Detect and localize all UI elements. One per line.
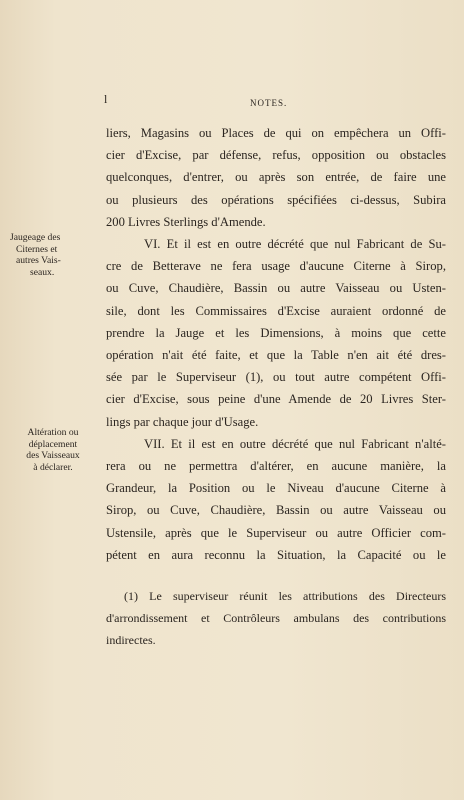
- section-vi-start: VI. Et il est en outre décrété que nul Fabricant de Su-: [144, 237, 446, 252]
- text-line: ou Cuve, Chaudière, Bassin ou autre Vaisseau ou Usten-: [106, 281, 446, 296]
- text-line: prendre la Jauge et les Dimensions, à moins que cette: [106, 325, 446, 340]
- margin-note-line: déplacement: [28, 438, 78, 450]
- footnote-line: d'arrondissement et Contrôleurs ambulans des contributions: [106, 611, 446, 625]
- text-line: quelconques, d'entrer, ou après son entrée, de faire une: [106, 170, 446, 185]
- footnote-line: indirectes.: [106, 633, 156, 647]
- margin-note-line: autres Vais-: [16, 255, 61, 267]
- text-line: Grandeur, la Position ou le Niveau d'aucune Citerne à: [106, 481, 446, 496]
- text-line: cre de Betterave ne fera usage d'aucune Citerne à Sirop,: [106, 259, 446, 274]
- text-line: sile, dont les Commissaires d'Excise auraient ordonné de: [106, 303, 446, 318]
- text-line: lings par chaque jour d'Usage.: [106, 414, 259, 429]
- margin-note-jaugeage: [10, 232, 98, 278]
- margin-note-line: seaux.: [30, 266, 55, 278]
- text-line: sée par le Superviseur (1), ou tout autre compétent Offi-: [106, 370, 446, 385]
- section-vii-start: VII. Et il est en outre décrété que nul Fabricant n'alté-: [144, 436, 446, 451]
- footnote-line: (1) Le superviseur réunit les attributions des Directeurs: [124, 589, 446, 603]
- main-text: [106, 122, 446, 566]
- text-line: liers, Magasins ou Places de qui on empêchera un Offi-: [106, 126, 446, 140]
- margin-note-line: à déclarer.: [33, 461, 73, 473]
- text-line: cier d'Excise, par défense, refus, opposition ou obstacles: [106, 148, 446, 163]
- text-line: Sirop, ou Cuve, Chaudière, Bassin ou autre Vaisseau ou: [106, 503, 446, 518]
- text-line: pétent en aura reconnu la Situation, la Capacité ou le: [106, 547, 446, 562]
- text-line: rera ou ne permettra d'altérer, en aucune manière, la: [106, 459, 446, 474]
- footnote: [106, 585, 446, 651]
- page-folio: l: [104, 92, 108, 106]
- text-line: 200 Livres Sterlings d'Amende.: [106, 214, 266, 229]
- margin-note-line: des Vaisseaux: [26, 450, 80, 462]
- text-line: ou plusieurs des opérations spécifiées ci-dessus, Subira: [106, 192, 446, 207]
- margin-note-line: Altération ou: [27, 427, 79, 438]
- text-line: cier d'Excise, sous peine d'une Amende de 20 Livres Ster-: [106, 392, 446, 407]
- margin-note-line: Jaugeage des: [10, 232, 61, 243]
- text-line: Ustensile, après que le Superviseur ou autre Officier com-: [106, 525, 446, 540]
- text-line: opération n'ait été faite, et que la Table n'en ait été dres-: [106, 348, 446, 363]
- margin-note-line: Citernes et: [16, 243, 58, 255]
- margin-note-alteration: [10, 427, 96, 473]
- running-head: NOTES.: [250, 98, 288, 108]
